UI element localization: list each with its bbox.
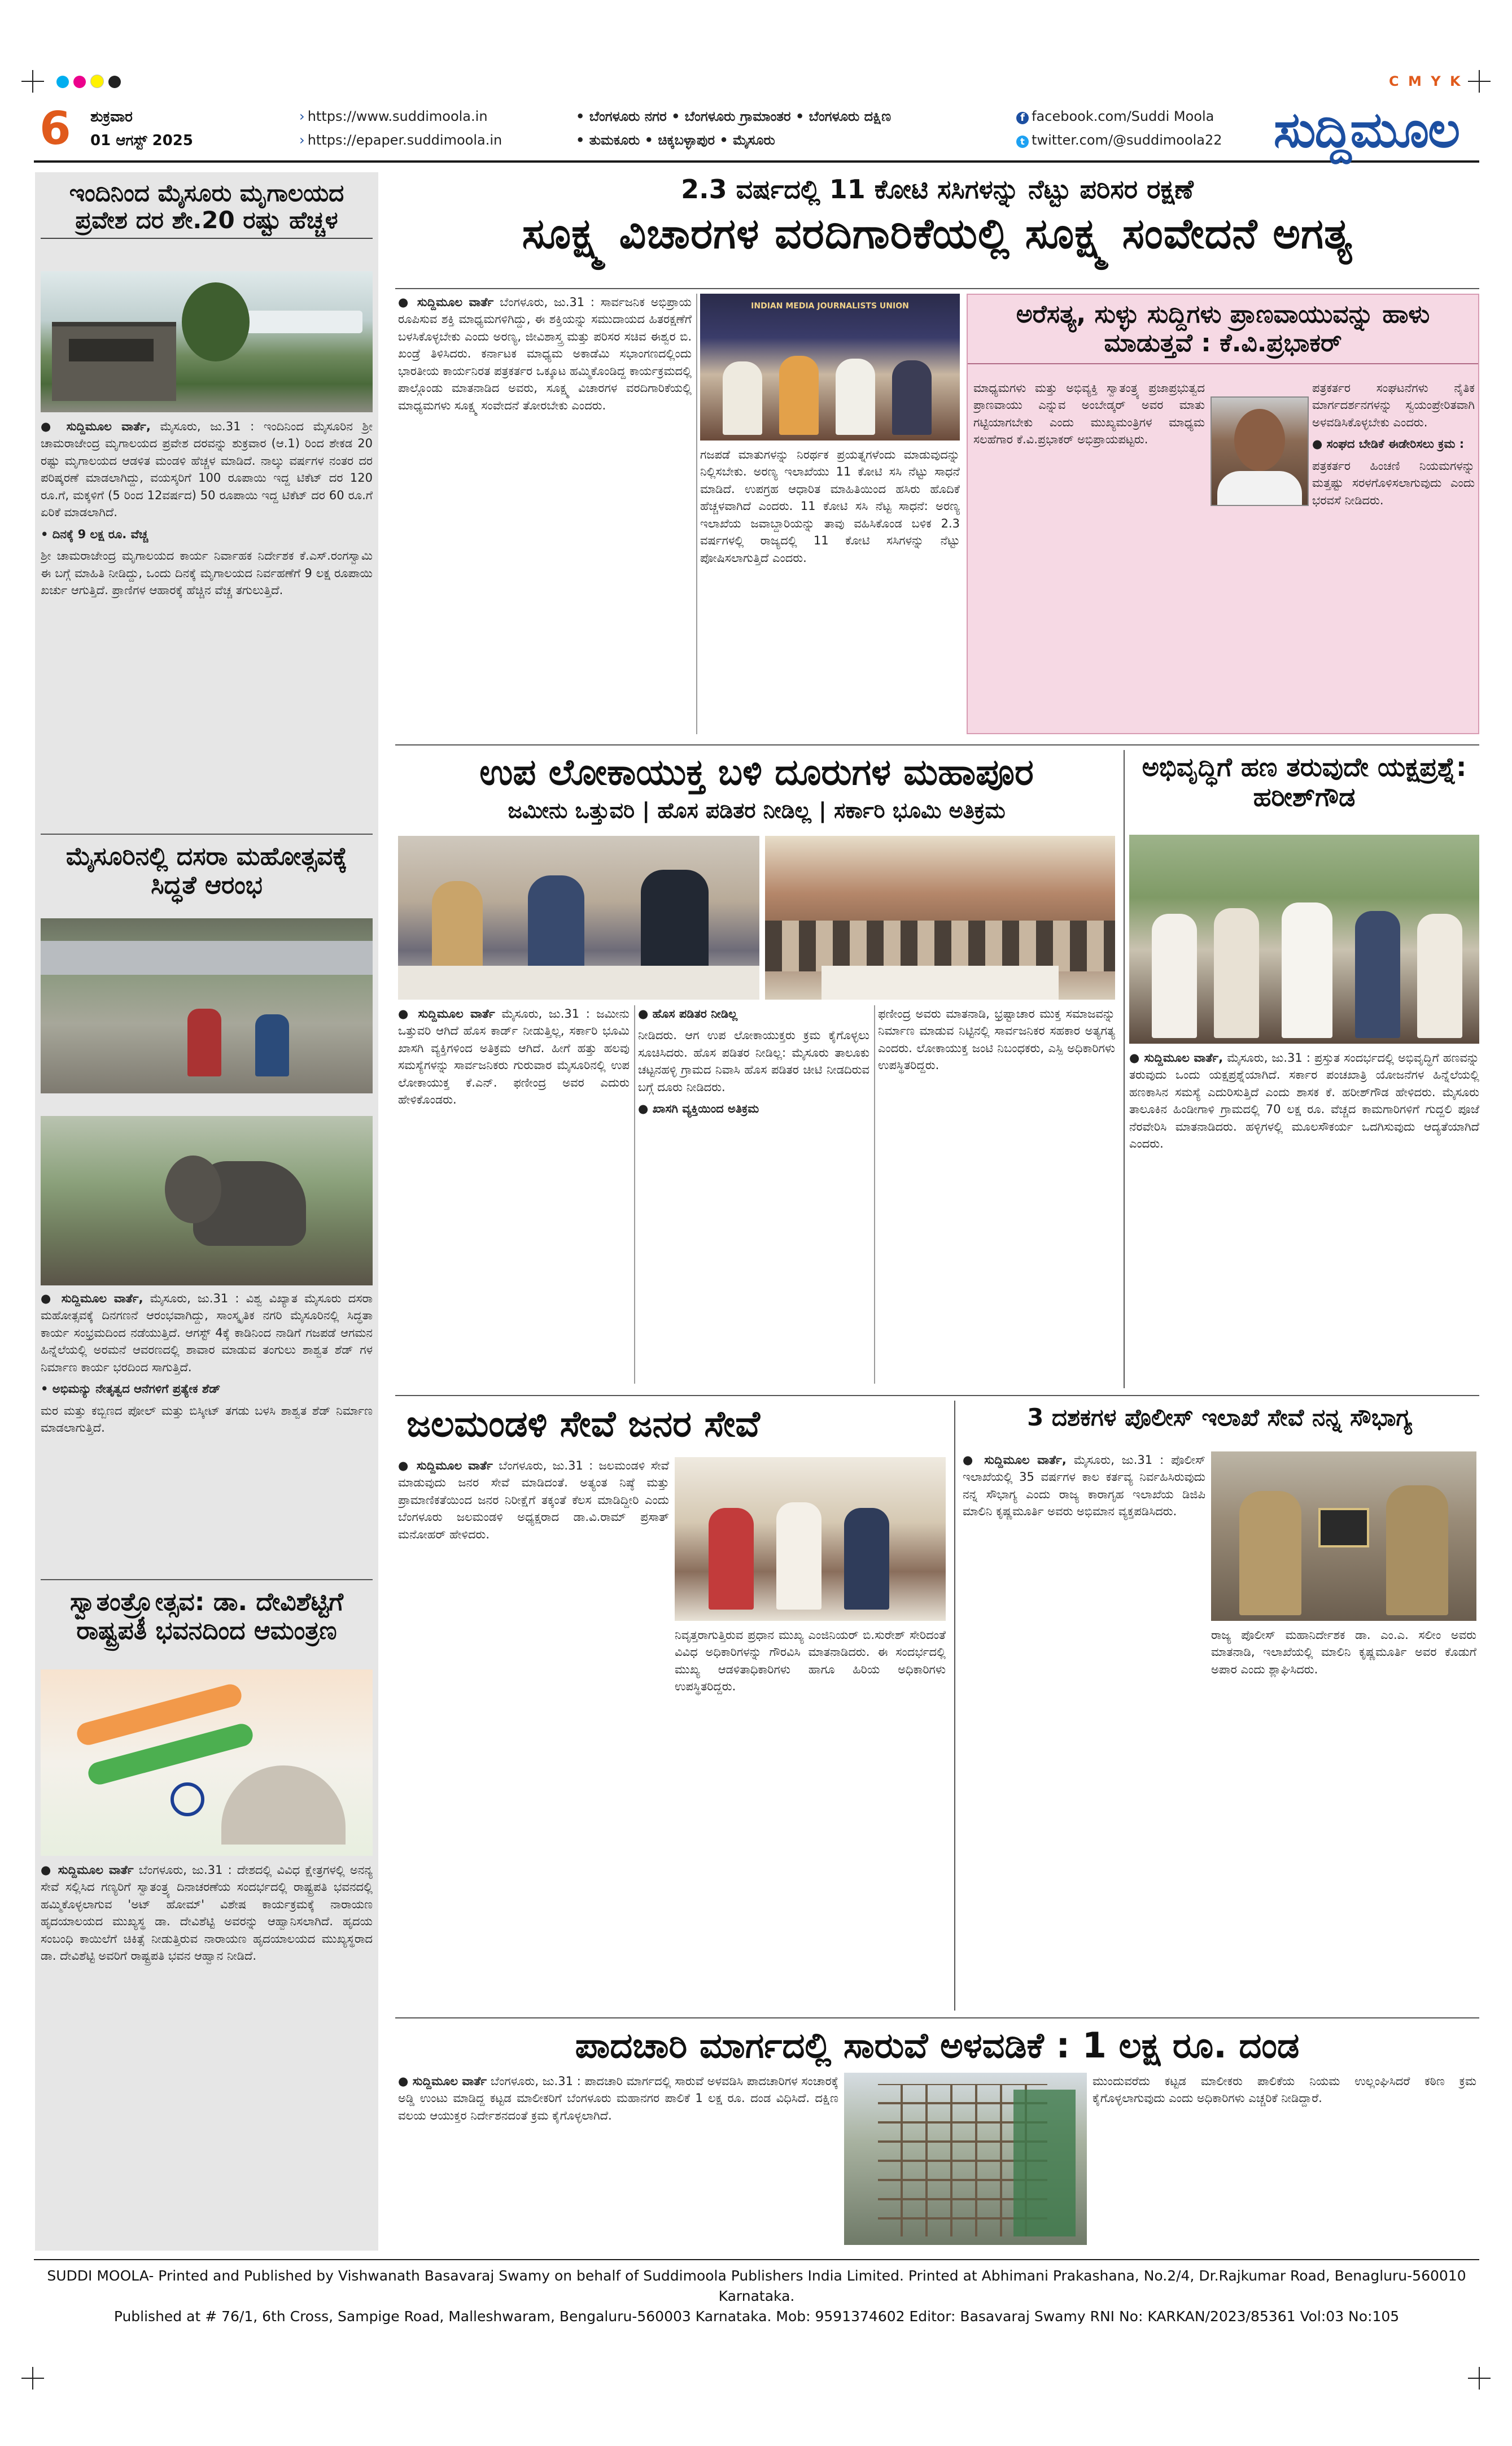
yellow-dot — [90, 75, 104, 88]
top-story-photo — [700, 294, 960, 441]
top-story-col-rule-1 — [696, 294, 697, 734]
footpath-paragraph-1: ಪಾದಚಾರಿ ಮಾರ್ಗದಲ್ಲಿ ಸಾರುವೆ ಅಳವಡಿಸಿ ಪಾದಚಾರಿಗಳ ಸಂಚಾರಕ್ಕೆ ಅಡ್ಡಿ ಉಂಟು ಮಾಡಿದ್ದ ಕಟ್ಟಡ ಮಾಲೀಕರಿಗೆ ಬೆಂಗಳೂರು ಮಹಾನಗರ ಪಾಲಿಕೆ 1 ಲಕ್ಷ ರೂ. ದಂಡ ವಿಧಿಸಿದೆ. ದಕ್ಷಿಣ ವಲಯ ಆಯುಕ್ತರ ನಿರ್ದೇಶನದಂತೆ ಕ್ರಮ ಕೈಗೊಳ್ಳಲಾಗಿದೆ. — [398, 2074, 838, 2122]
harish-body — [1129, 1049, 1479, 1385]
official-2 — [528, 875, 584, 971]
worker-figure — [187, 1009, 221, 1076]
cmyk-label: C M Y K — [1389, 73, 1463, 89]
official-1 — [432, 881, 483, 971]
registration-mark-bottom-left — [21, 2367, 44, 2390]
jalamandali-paragraph-1: ಜಲಮಂಡಳಿ ಸೇವೆ ಮಾಡುವುದು ಜನರ ಸೇವೆ ಮಾಡಿದಂತೆ. ಅತ್ಯಂತ ನಿಷ್ಠೆ ಮತ್ತು ಪ್ರಾಮಾಣಿಕತೆಯಿಂದ ಜನರ ನಿರೀಕ್ಷೆಗೆ ತಕ್ಕಂತೆ ಕೆಲಸ ಮಾಡಿದ್ದೀರಿ ಎಂದು ಬೆಂಗಳೂರು ಜಲಮಂಡಳಿ ಅಧ್ಯಕ್ಷರಾದ ಡಾ.ವಿ.ರಾಮ್ ಪ್ರಸಾತ್ ಮನೋಹರ್ ಹೇಳಿದರು. — [398, 1459, 669, 1541]
dasara-subhead: • ಅಭಿಮನ್ಯು ನೇತೃತ್ವದ ಆನೆಗಳಿಗೆ ಪ್ರತ್ಯೇಕ ಶೆಡ್ — [41, 1382, 221, 1396]
top-story-rule — [395, 288, 1479, 289]
prabhakar-column-1 — [973, 380, 1205, 730]
zoo-paragraph-1: ಇಂದಿನಿಂದ ಮೈಸೂರಿನ ಶ್ರೀ ಚಾಮರಾಜೇಂದ್ರ ಮೃಗಾಲಯದ ಪ್ರವೇಶ ದರವನ್ನು ಶುಕ್ರವಾರ (ಆ.1) ರಿಂದ ಶೇಕಡ 20 ರಷ್ಟು ಮೃಗಾಲಯದ ಆಡಳಿತ ಮಂಡಳಿ ಹೆಚ್ಚಳ ಮಾಡಿದೆ. ನಾಲ್ಕು ವರ್ಷಗಳ ನಂತರ ದರ ಪರಿಷ್ಕರಣೆ ಮಾಡಲಾಗಿದ್ದು, ವಯಸ್ಕರಿಗೆ 100 ರೂಪಾಯಿ ಇದ್ದ ಟಿಕೆಟ್ ದರ 120 ರೂ.ಗೆ, ಮಕ್ಕಳಿಗೆ (5 ರಿಂದ 12ವರ್ಷದ) 50 ರೂಪಾಯಿ ಇದ್ದ ಟಿಕೆಟ್ ದರ 60 ರೂ.ಗೆ ಏರಿಕೆ ಮಾಡಲಾಗಿದೆ. — [41, 420, 373, 520]
green-net — [1013, 2090, 1076, 2236]
masthead-date: 01 ಆಗಸ್ಟ್ 2025 — [90, 132, 193, 149]
website-link[interactable] — [299, 108, 488, 124]
lokayukta-column-2 — [638, 1005, 869, 1384]
zoo-tree — [182, 282, 250, 361]
zoo-body — [41, 418, 373, 825]
prabhakar-paragraph-3: ಪತ್ರಕರ್ತರ ಹಿಂಚಣಿ ನಿಯಮಗಳನ್ನು ಮತ್ತಷ್ಟು ಸರಳಗೊಳಿಸಲಾಗುವುದು ಎಂದು ಭರವಸೆ ನೀಡಿದರು. — [1312, 459, 1475, 507]
zoo-subhead: • ದಿನಕ್ಕೆ 9 ಲಕ್ಷ ರೂ. ವೆಚ್ಚ — [41, 527, 148, 541]
prabhakar-paragraph-2: ಪತ್ರಕರ್ತರ ಸಂಘಟನೆಗಳು ನೈತಿಕ ಮಾರ್ಗದರ್ಶನಗಳನ್ನು ಸ್ವಯಂಪ್ರೇರಿತವಾಗಿ ಅಳವಡಿಸಿಕೊಳ್ಳಬೇಕು ಎಂದರು. — [1312, 381, 1475, 429]
lokayukta-col-rule-1 — [634, 1005, 635, 1384]
footpath-heading: ಪಾದಚಾರಿ ಮಾರ್ಗದಲ್ಲಿ ಸಾರುವೆ ಅಳವಡಿಕೆ : 1 ಲಕ್ಷ ರೂ. ದಂಡ — [575, 2025, 1300, 2066]
police-byline: ● ಸುದ್ದಿಮೂಲ ವಾರ್ತೆ, — [963, 1453, 1067, 1467]
lokayukta-heading: ಉಪ ಲೋಕಾಯುಕ್ತ ಬಳಿ ದೂರುಗಳ ಮಹಾಪೂರ — [479, 752, 1034, 793]
police-separator — [954, 1401, 955, 2011]
lokayukta-paragraph-2: ನೀಡಿದರು. ಆಗ ಉಪ ಲೋಕಾಯುಕ್ತರು ಕ್ರಮ ಕೈಗೊಳ್ಳಲು ಸೂಚಿಸಿದರು. ಹೊಸ ಪಡಿತರ ನೀಡಿಲ್ಲ: ಮೈಸೂರು ತಾಲೂಕು ಚಟ್ಟನಹಳ್ಳಿ ಗ್ರಾಮದ ನಿವಾಸಿ ಹೊಸ ಪಡಿತರ ಚೀಟಿ ನೀಡದಿರುವ ಬಗ್ಗೆ ದೂರು ನೀಡಿದರು. — [638, 1028, 869, 1094]
lokayukta-paragraph-1: ಜಮೀನು ಒತ್ತುವರಿ ಆಗಿದೆ ಹೊಸ ಕಾರ್ಡ್ ನೀಡುತ್ತಿಲ್ಲ, ಸರ್ಕಾರಿ ಭೂಮಿ ಖಾಸಗಿ ವ್ಯಕ್ತಿಗಳಿಂದ ಅತಿಕ್ರಮ ಆಗಿದೆ. ಹೀಗೆ ಹತ್ತು ಹಲವು ಸಮಸ್ಯೆಗಳನ್ನು ಸಾರ್ವಜನಿಕರು ಗುರುವಾರ ಮೈಸೂರಿನಲ್ಲಿ ಉಪ ಲೋಕಾಯುಕ್ತ ಕೆ.ಎನ್. ಫಣೀಂದ್ರ ಅವರ ಎದುರು ಹೇಳಿಕೊಂಡರು. — [398, 1007, 630, 1107]
independence-day-illustration — [41, 1669, 373, 1856]
magenta-dot — [73, 76, 86, 88]
jalamandali-heading: ಜಲಮಂಡಳಿ ಸೇವೆ ಜನರ ಸೇವೆ — [407, 1403, 760, 1445]
rashtrapati-story — [41, 1585, 373, 2246]
lokayukta-subheading: ಜಮೀನು ಒತ್ತುವರಿ | ಹೊಸ ಪಡಿತರ ನೀಡಿಲ್ಲ | ಸರ್ಕಾರಿ ಭೂಮಿ ಅತಿಕ್ರಮ — [508, 797, 1006, 823]
dignitary-2 — [779, 356, 819, 435]
lokayukta-dateline: ಮೈಸೂರು, ಜು.31 : — [501, 1007, 590, 1021]
top-story-column-2 — [700, 446, 960, 734]
officer-1 — [1239, 1491, 1301, 1615]
harish-heading: ಅಭಿವೃದ್ಧಿಗೆ ಹಣ ತರುವುದೇ ಯಕ್ಷಪ್ರಶ್ನೆ: ಹರೀಶ್‌ಗೌಡ — [1142, 752, 1467, 812]
police-paragraph-2: ರಾಜ್ಯ ಪೊಲೀಸ್ ಮಹಾನಿರ್ದೇಶಕ ಡಾ. ಎಂ.ಎ. ಸಲೀಂ ಅವರು ಮಾತನಾಡಿ, ಇಲಾಖೆಯಲ್ಲಿ ಮಾಲಿನಿ ಕೃಷ್ಣಮೂರ್ತಿ ಅವರ ಕೊಡುಗೆ ಅಪಾರ ಎಂದು ಶ್ಲಾಘಿಸಿದರು. — [1211, 1628, 1476, 1676]
facebook-icon: f — [1016, 112, 1029, 124]
table-desk — [398, 966, 759, 1000]
cyan-dot — [56, 76, 69, 88]
rashtrapati-heading: ಸ್ವಾತಂತ್ರ್ಯೋತ್ಸವ: ಡಾ. ದೇವಿಶೆಟ್ಟಿಗೆ ರಾಷ್ಟ್ರಪತಿ ಭವನದಿಂದ ಆಮಂತ್ರಣ — [69, 1588, 343, 1645]
police-column-1 — [963, 1451, 1205, 2005]
group-figure-2 — [1214, 908, 1259, 1038]
prabhakar-column-2 — [1312, 380, 1475, 730]
zoo-gate-wall — [52, 322, 176, 401]
twitter-link[interactable] — [1016, 132, 1222, 148]
lokayukta-byline: ● ಸುದ್ದಿಮೂಲ ವಾರ್ತೆ — [398, 1007, 495, 1021]
group-figure-4 — [1355, 911, 1400, 1038]
lokayukta-column-3 — [878, 1005, 1115, 1384]
masthead-day: ಶುಕ್ರವಾರ — [90, 108, 133, 125]
page-number: 6 — [40, 102, 71, 155]
imprint-line-1: SUDDI MOOLA- Printed and Published by Vishwanath Basavaraj Swamy on behalf of Suddimoola Publishers India Limited. Printed at Abhimani Prakashana, No.2/4, Dr.Rajkumar Road, Benagluru-560010 Karnataka. — [47, 2268, 1466, 2304]
police-photo — [1211, 1451, 1476, 1621]
dignitary-4 — [892, 360, 932, 435]
hall-desk — [821, 966, 1059, 1000]
elephant-photo — [41, 1116, 373, 1285]
scaffolding-photo — [844, 2073, 1087, 2245]
zoo-heading: ಇಂದಿನಿಂದ ಮೈಸೂರು ಮೃಗಾಲಯದ ಪ್ರವೇಶ ದರ ಶೇ.20 ರಷ್ಟು ಹೆಚ್ಚಳ — [41, 176, 373, 239]
top-story-dateline: ಬೆಂಗಳೂರು, ಜು.31 : — [500, 295, 595, 309]
footpath-paragraph-2: ಮುಂದುವರೆದು ಕಟ್ಟಡ ಮಾಲೀಕರು ಪಾಲಿಕೆಯ ನಿಯಮ ಉಲ್ಲಂಘಿಸಿದರೆ ಕಠಿಣ ಕ್ರಮ ಕೈಗೊಳ್ಳಲಾಗುವುದು ಎಂದು ಅಧಿಕಾರಿಗಳು ಎಚ್ಚರಿಕೆ ನೀಡಿದ್ದಾರೆ. — [1093, 2074, 1476, 2105]
zoo-story — [41, 176, 373, 826]
twitter-icon: t — [1016, 136, 1029, 148]
zoo-byline: ● ಸುದ್ದಿಮೂಲ ವಾರ್ತೆ, — [41, 420, 151, 433]
imprint-line-2: Published at # 76/1, 6th Cross, Sampige Road, Malleshwaram, Bengaluru-560003 Karnataka. Mob: 9591374602 Editor: Basavaraj Swamy RNI No: KARKAN/2023/85361 Vol:03 No:105 — [113, 2308, 1400, 2325]
lokayukta-photo-1 — [398, 836, 759, 1000]
footpath-dateline: ಬೆಂಗಳೂರು, ಜು.31 : — [490, 2074, 581, 2088]
official-3 — [641, 870, 709, 971]
harish-paragraph: ಪ್ರಸ್ತುತ ಸಂದರ್ಭದಲ್ಲಿ ಅಭಿವೃದ್ಧಿಗೆ ಹಣವನ್ನು ತರುವುದು ಒಂದು ಯಕ್ಷಪ್ರಶ್ನೆಯಾಗಿದೆ. ಸರ್ಕಾರ ಪಂಚಖಾತ್ರಿ ಯೋಜನೆಗಳ ಹಿನ್ನೆಲೆಯಲ್ಲಿ ಹಣಕಾಸಿನ ಸಮಸ್ಯೆ ಎದುರಿಸುತ್ತಿದೆ ಎಂದು ಶಾಸಕ ಕೆ. ಹರೀಶ್‌ಗೌಡ ಹೇಳಿದರು. ಮೈಸೂರು ತಾಲೂಕಿನ ಹಿಂಡೀಗಾಳಿ ಗ್ರಾಮದಲ್ಲಿ 70 ಲಕ್ಷ ರೂ. ವೆಚ್ಚದ ಕಾಮಗಾರಿಗಳಿಗೆ ಗುದ್ದಲಿ ಪೂಜೆ ನೆರವೇರಿಸಿ ಮಾತನಾಡಿದರು. ಹಳ್ಳಿಗಳಲ್ಲಿ ಮೂಲಸೌಕರ್ಯ ಒದಗಿಸುವುದು ಆದ್ಯತೆಯಾಗಿದೆ ಎಂದರು. — [1129, 1051, 1479, 1151]
group-figure-1 — [1152, 914, 1197, 1038]
newspaper-logo: ಸುದ್ದಿಮೂಲ — [1273, 101, 1459, 159]
jalamandali-paragraph-2: ನಿವೃತ್ತರಾಗುತ್ತಿರುವ ಪ್ರಧಾನ ಮುಖ್ಯ ಎಂಜಿನಿಯರ್ ಬಿ.ಸುರೇಶ್ ಸೇರಿದಂತೆ ವಿವಿಧ ಅಧಿಕಾರಿಗಳನ್ನು ಗೌರವಿಸಿ ಮಾತನಾಡಿದರು. ಈ ಸಂದರ್ಭದಲ್ಲಿ ಮುಖ್ಯ ಆಡಳಿತಾಧಿಕಾರಿಗಳು ಹಾಗೂ ಹಿರಿಯ ಅಧಿಕಾರಿಗಳು ಉಪಸ್ಥಿತರಿದ್ದರು. — [675, 1628, 946, 1694]
masthead — [34, 101, 1479, 163]
prabhakar-box — [967, 294, 1479, 734]
jalamandali-byline: ● ಸುದ್ದಿಮೂಲ ವಾರ್ತೆ — [398, 1459, 493, 1472]
epaper-link[interactable] — [299, 132, 502, 148]
editions-row-2: • ತುಮಕೂರು • ಚಿಕ್ಕಬಳ್ಳಾಪುರ • ಮೈಸೂರು — [576, 132, 775, 148]
dasara-heading: ಮೈಸೂರಿನಲ್ಲಿ ದಸರಾ ಮಹೋತ್ಸವಕ್ಕೆ ಸಿದ್ಧತೆ ಆರಂಭ — [65, 842, 348, 900]
top-story-column-1 — [398, 294, 692, 734]
rashtrapati-body — [41, 1861, 373, 2240]
dasara-dateline: ಮೈಸೂರು, ಜು.31 : — [150, 1292, 239, 1305]
jalamandali-column-2 — [675, 1627, 946, 2005]
group-figure-3 — [1282, 902, 1332, 1038]
jalamandali-photo — [675, 1457, 946, 1621]
arrow-icon: › — [299, 108, 305, 124]
zoo-gate-sign — [69, 339, 154, 361]
middle-divider-3 — [395, 2017, 1479, 2018]
memento-plaque — [1318, 1508, 1369, 1547]
middle-divider-2 — [395, 1395, 1479, 1396]
dasara-paragraph-1: ವಿಶ್ವ ವಿಖ್ಯಾತ ಮೈಸೂರು ದಸರಾ ಮಹೋತ್ಸವಕ್ಕೆ ದಿನಗಣನೆ ಆರಂಭವಾಗಿದ್ದು, ಸಾಂಸ್ಕೃತಿಕ ನಗರಿ ಮೈಸೂರಿನಲ್ಲಿ ಸಿದ್ಧತಾ ಕಾರ್ಯ ಸಂಭ್ರಮದಿಂದ ನಡೆಯುತ್ತಿದೆ. ಆಗಸ್ಟ್ 4ಕ್ಕೆ ಕಾಡಿನಿಂದ ನಾಡಿಗೆ ಗಜಪಡೆ ಆಗಮನ ಹಿನ್ನೆಲೆಯಲ್ಲಿ ಅರಮನೆ ಆವರಣದಲ್ಲಿ ಶಾವಾರ ಮಾಡುವ ತಂಗುಲು ಶಾಶ್ವತ ಶೆಡ್ ಗಳ ನಿರ್ಮಾಣ ಕಾರ್ಯ ಭರದಿಂದ ಸಾಗುತ್ತಿದೆ. — [41, 1292, 373, 1374]
prabhakar-subhead: ● ಸಂಘದ ಬೇಡಿಕೆ ಈಡೇರಿಸಲು ಕ್ರಮ : — [1312, 437, 1465, 451]
dignitary-3 — [836, 359, 875, 435]
harish-byline: ● ಸುದ್ದಿಮೂಲ ವಾರ್ತೆ, — [1129, 1051, 1223, 1065]
rashtrapati-byline: ● ಸುದ್ದಿಮೂಲ ವಾರ್ತೆ — [41, 1863, 134, 1877]
police-dateline: ಮೈಸೂರು, ಜು.31 : — [1073, 1453, 1164, 1467]
harish-separator — [1124, 750, 1125, 1388]
twitter-link-text: twitter.com/@suddimoola22 — [1032, 132, 1222, 148]
lokayukta-paragraph-3: ಫಣೀಂದ್ರ ಅವರು ಮಾತನಾಡಿ, ಭ್ರಷ್ಟಾಚಾರ ಮುಕ್ತ ಸಮಾಜವನ್ನು ನಿರ್ಮಾಣ ಮಾಡುವ ನಿಟ್ಟಿನಲ್ಲಿ ಸಾರ್ವಜನಿಕರ ಸಹಕಾರ ಅತ್ಯಗತ್ಯ ಎಂದರು. ಲೋಕಾಯುಕ್ತ ಜಂಟಿ ನಿಬಂಧಕರು, ಎಸ್ಪಿ ಅಧಿಕಾರಿಗಳು ಉಪಸ್ಥಿತರಿದ್ದರು. — [878, 1007, 1115, 1072]
top-story-kicker: 2.3 ವರ್ಷದಲ್ಲಿ 11 ಕೋಟಿ ಸಸಿಗಳನ್ನು ನೆಟ್ಟು ಪರಿಸರ ರಕ್ಷಣೆ — [681, 174, 1194, 204]
imprint — [40, 2266, 1474, 2327]
website-link-text: https://www.suddimoola.in — [307, 108, 488, 124]
color-dots — [56, 75, 125, 90]
honoree-figure — [709, 1508, 754, 1610]
arrow-icon: › — [299, 132, 305, 148]
top-story-paragraph-1: ಸಾರ್ವಜನಿಕ ಅಭಿಪ್ರಾಯ ರೂಪಿಸುವ ಶಕ್ತಿ ಮಾಧ್ಯಮಗಳಿಗಿದ್ದು, ಈ ಶಕ್ತಿಯನ್ನು ಸಮುದಾಯದ ಹಿತರಕ್ಷಣೆಗೆ ಬಳಸಿಕೊಳ್ಳಬೇಕು ಎಂದು ಅರಣ್ಯ, ಜೀವಿಶಾಸ್ತ್ರ ಮತ್ತು ಪರಿಸರ ಸಚಿವ ಈಶ್ವರ ಬಿ. ಖಂಡ್ರೆ ತಿಳಿಸಿದರು. ಕರ್ನಾಟಕ ಮಾಧ್ಯಮ ಅಕಾಡೆಮಿ ಸಭಾಂಗಣದಲ್ಲಿಂದು ಭಾರತೀಯ ಕಾರ್ಯನಿರತ ಪತ್ರಕರ್ತರ ಒಕ್ಕೂಟ ಹಮ್ಮಿಕೊಂಡಿದ್ದ ಕಾರ್ಯಕ್ರಮದಲ್ಲಿ ಪಾಲ್ಗೊಂಡು ಮಾತನಾಡಿದ ಅವರು, ಸೂಕ್ಷ್ಮ ವಿಚಾರಗಳ ವರದಿಗಾರಿಕೆಯಲ್ಲಿ ಮಾಧ್ಯಮಗಳು ಸೂಕ್ಷ್ಮ ಸಂವೇದನೆ ತೋರಬೇಕು ಎಂದರು. — [398, 295, 692, 412]
zoo-entrance-photo — [41, 271, 373, 412]
worker-figure-2 — [255, 1014, 289, 1076]
rashtrapati-paragraph: ದೇಶದಲ್ಲಿ ವಿವಿಧ ಕ್ಷೇತ್ರಗಳಲ್ಲಿ ಅನನ್ಯ ಸೇವೆ ಸಲ್ಲಿಸಿದ ಗಣ್ಯರಿಗೆ ಸ್ವಾತಂತ್ರ್ಯ ದಿನಾಚರಣೆಯ ಸಂದರ್ಭದಲ್ಲಿ ರಾಷ್ಟ್ರಪತಿ ಭವನದಲ್ಲಿ ಹಮ್ಮಿಕೊಳ್ಳಲಾಗುವ 'ಅಟ್ ಹೋಮ್' ವಿಶೇಷ ಕಾರ್ಯಕ್ರಮಕ್ಕೆ ನಾರಾಯಣ ಹೃದಯಾಲಯದ ಮುಖ್ಯಸ್ಥ ಡಾ. ದೇವಿಶೆಟ್ಟಿ ಅವರನ್ನು ಆಹ್ವಾನಿಸಲಾಗಿದೆ. ಹೃದಯ ಸಂಬಂಧಿ ಕಾಯಿಲೆಗೆ ಚಿಕಿತ್ಸೆ ನೀಡುತ್ತಿರುವ ನಾರಾಯಣ ಹೃದಯಾಲಯದ ಮುಖ್ಯಸ್ಥರಾದ ಡಾ. ದೇವಿಶೆಟ್ಟಿ ಅವರಿಗೆ ರಾಷ್ಟ್ರಪತಿ ಭವನ ಆಹ್ವಾನ ನೀಡಿದೆ. — [41, 1863, 373, 1963]
prabhakar-heading: ಅರೆಸತ್ಯ, ಸುಳ್ಳು ಸುದ್ದಿಗಳು ಪ್ರಾಣವಾಯುವನ್ನು ಹಾಳು ಮಾಡುತ್ತವೆ : ಕೆ.ವಿ.ಪ್ರಭಾಕರ್ — [968, 295, 1478, 364]
zoo-paragraph-2: ಶ್ರೀ ಚಾಮರಾಜೇಂದ್ರ ಮೃಗಾಲಯದ ಕಾರ್ಯ ನಿರ್ವಾಹಕ ನಿರ್ದೇಶಕ ಕೆ.ಎಸ್.ರಂಗಸ್ವಾಮಿ ಈ ಬಗ್ಗೆ ಮಾಹಿತಿ ನೀಡಿದ್ದು, ಒಂದು ದಿನಕ್ಕೆ ಮೃಗಾಲಯದ ನಿರ್ವಹಣೆಗೆ 9 ಲಕ್ಷ ರೂಪಾಯಿ ಖರ್ಚು ಆಗುತ್ತಿದೆ. ಪ್ರಾಣಿಗಳ ಆಹಾರಕ್ಕೆ ಹೆಚ್ಚಿನ ವೆಚ್ಚ ತಗುಲುತ್ತಿದೆ. — [41, 549, 373, 597]
monument-silhouette — [221, 1765, 346, 1845]
police-paragraph-1: ಪೊಲೀಸ್ ಇಲಾಖೆಯಲ್ಲಿ 35 ವರ್ಷಗಳ ಕಾಲ ಕರ್ತವ್ಯ ನಿರ್ವಹಿಸಿರುವುದು ನನ್ನ ಸೌಭಾಗ್ಯ ಎಂದು ರಾಜ್ಯ ಕಾರಾಗೃಹ ಇಲಾಖೆಯ ಡಿಜಿಪಿ ಮಾಲಿನಿ ಕೃಷ್ಣಮೂರ್ತಿ ಅವರು ಅಭಿಮಾನ ವ್ಯಕ್ತಪಡಿಸಿದರು. — [963, 1453, 1205, 1519]
ashoka-chakra — [171, 1782, 204, 1816]
dasara-paragraph-2: ಮರ ಮತ್ತು ಕಬ್ಬಿಣದ ಪೋಲ್ ಮತ್ತು ಬಿಸ್ಕೀಟ್ ತಗಡು ಬಳಸಿ ಶಾಶ್ವತ ಶೆಡ್ ನಿರ್ಮಾಣ ಮಾಡಲಾಗುತ್ತಿದೆ. — [41, 1403, 373, 1435]
lokayukta-photo-2 — [765, 836, 1115, 1000]
lokayukta-subhead-1: ● ಹೊಸ ಪಡಿತರ ನೀಡಿಲ್ಲ — [638, 1007, 738, 1021]
officer-2 — [1386, 1485, 1448, 1615]
left-divider-2 — [41, 1579, 373, 1580]
black-dot — [108, 76, 121, 88]
elephant-head — [165, 1156, 221, 1223]
shed-roof — [41, 941, 373, 975]
registration-mark-bottom-right — [1468, 2367, 1491, 2390]
honoree-figure-2 — [776, 1502, 821, 1610]
facebook-link[interactable] — [1016, 108, 1214, 124]
top-story-byline: ● ಸುದ್ದಿಮೂಲ ವಾರ್ತೆ — [398, 295, 494, 309]
dasara-story — [41, 839, 373, 1573]
footpath-column-1 — [398, 2073, 838, 2245]
top-story-heading: ಸೂಕ್ಷ್ಮ ವಿಚಾರಗಳ ವರದಿಗಾರಿಕೆಯಲ್ಲಿ ಸೂಕ್ಷ್ಮ ಸಂವೇದನೆ ಅಗತ್ಯ — [522, 209, 1353, 258]
jalamandali-column-1 — [398, 1457, 669, 2005]
group-figure-5 — [1417, 914, 1462, 1038]
prabhakar-paragraph-1: ಮಾಧ್ಯಮಗಳು ಮತ್ತು ಅಭಿವ್ಯಕ್ತಿ ಸ್ವಾತಂತ್ರ್ಯ ಪ್ರಜಾಪ್ರಭುತ್ವದ ಪ್ರಾಣವಾಯು ಎನ್ನುವ ಅಂಬೇಡ್ಕರ್ ಅವರ ಮಾತು ಗಟ್ಟಿಯಾಗಬೇಕು ಎಂದು ಮುಖ್ಯಮಂತ್ರಿಗಳ ಮಾಧ್ಯಮ ಸಲಹೆಗಾರ ಕೆ.ವಿ.ಪ್ರಭಾಕರ್ ಅಭಿಪ್ರಾಯಪಟ್ಟರು. — [973, 381, 1205, 447]
harish-dateline: ಮೈಸೂರು, ಜು.31 : — [1227, 1051, 1310, 1065]
hall-crowd — [765, 921, 1115, 971]
dasara-byline: ● ಸುದ್ದಿಮೂಲ ವಾರ್ತೆ, — [41, 1292, 143, 1305]
portrait-face — [1234, 409, 1285, 471]
portrait-shirt — [1217, 471, 1302, 505]
lokayukta-subhead-2: ● ಖಾಸಗಿ ವ್ಯಕ್ತಿಯಿಂದ ಅತಿಕ್ರಮ — [638, 1102, 759, 1116]
dasara-shed-photo — [41, 918, 373, 1093]
honoree-figure-3 — [844, 1508, 889, 1610]
stage-banner: INDIAN MEDIA JOURNALISTS UNION — [751, 302, 909, 311]
dignitary-1 — [723, 361, 762, 435]
facebook-link-text: facebook.com/Suddi Moola — [1032, 108, 1214, 124]
registration-mark-top-right — [1468, 70, 1491, 93]
rashtrapati-dateline: ಬೆಂಗಳೂರು, ಜು.31 : — [138, 1863, 232, 1877]
imprint-rule — [34, 2259, 1479, 2260]
harish-event-photo — [1129, 835, 1479, 1044]
jalamandali-dateline: ಬೆಂಗಳೂರು, ಜು.31 : — [499, 1459, 593, 1472]
footpath-column-2 — [1093, 2073, 1476, 2245]
footpath-byline: ● ಸುದ್ದಿಮೂಲ ವಾರ್ತೆ — [398, 2074, 487, 2088]
prabhakar-portrait — [1211, 396, 1309, 506]
police-heading: 3 ದಶಕಗಳ ಪೊಲೀಸ್ ಇಲಾಖೆ ಸೇವೆ ನನ್ನ ಸೌಭಾಗ್ಯ — [1027, 1403, 1412, 1431]
top-story-paragraph-2: ಗಜಪಡೆ ಮಾತುಗಳನ್ನು ನಿರರ್ಥಕ ಪ್ರಯತ್ನಗಳೆಂದು ಮಾಡುವುದನ್ನು ನಿಲ್ಲಿಸಬೇಕು. ಅರಣ್ಯ ಇಲಾಖೆಯು 11 ಕೋಟಿ ಸಸಿ ನೆಟ್ಟು ಸಾಧನೆ ಮಾಡಿದೆ. ಉಪಗ್ರಹ ಆಧಾರಿತ ಮಾಹಿತಿಯಿಂದ ಹಸಿರು ಹೊದಿಕೆ ಹೆಚ್ಚಳವಾಗಿದೆ ಎಂದರು. 11 ಕೋಟಿ ಸಸಿ ನೆಟ್ಟ ಸಾಧನೆ: ಅರಣ್ಯ ಇಲಾಖೆಯ ಜವಾಬ್ದಾರಿಯನ್ನು ತಾವು ವಹಿಸಿಕೊಂಡ ಬಳಿಕ 2.3 ವರ್ಷಗಳಲ್ಲಿ ರಾಜ್ಯದಲ್ಲಿ 11 ಕೋಟಿ ಸಸಿಗಳನ್ನು ನೆಟ್ಟು ಪೋಷಿಸಲಾಗುತ್ತಿದೆ ಎಂದರು. — [700, 448, 960, 565]
left-divider-1 — [41, 834, 373, 835]
dasara-body — [41, 1290, 373, 1572]
zoo-dateline: ಮೈಸೂರು, ಜು.31 : — [160, 420, 255, 433]
epaper-link-text: https://epaper.suddimoola.in — [307, 132, 502, 148]
middle-divider-1 — [395, 744, 1479, 745]
editions-row-1: • ಬೆಂಗಳೂರು ನಗರ • ಬೆಂಗಳೂರು ಗ್ರಾಮಾಂತರ • ಬೆಂಗಳೂರು ದಕ್ಷಿಣ — [576, 108, 892, 124]
lokayukta-col-rule-2 — [874, 1005, 875, 1384]
registration-mark-top-left — [21, 70, 44, 93]
harish-story — [1129, 750, 1479, 1388]
lokayukta-column-1 — [398, 1005, 630, 1384]
police-column-2 — [1211, 1627, 1476, 2005]
